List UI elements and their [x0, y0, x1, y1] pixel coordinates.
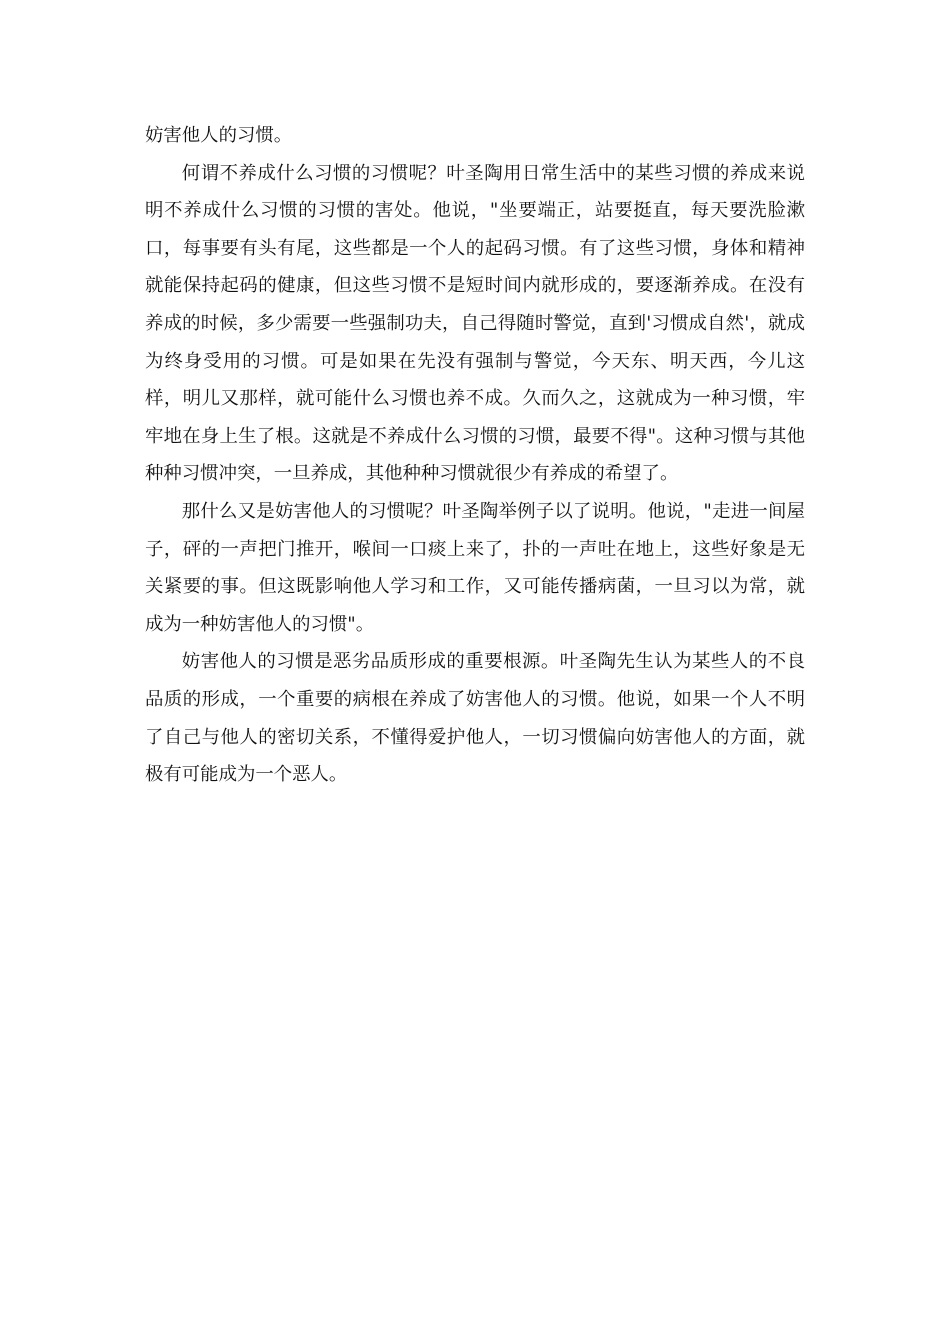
paragraph-harming-others-habit: 那什么又是妨害他人的习惯呢？叶圣陶举例子以了说明。他说，"走进一间屋子，砰的一声把门推开，喉间一口痰上来了，扑的一声吐在地上，这些好象是无关紧要的事。但这既影响他人学习和工作，又可能传播病菌，一旦习以为常，就成为一种妨害他人的习惯"。 — [145, 500, 805, 635]
paragraph-continuation: 妨害他人的习惯。 — [145, 125, 293, 146]
paragraph-root-of-bad-character: 妨害他人的习惯是恶劣品质形成的重要根源。叶圣陶先生认为某些人的不良品质的形成，一个重要的病根在养成了妨害他人的习惯。他说，如果一个人不明了自己与他人的密切关系，不懂得爱护他人，一切习惯偏向妨害他人的方面，就极有可能成为一个恶人。 — [145, 651, 805, 786]
body-text — [145, 117, 805, 794]
paragraph-not-forming-habits: 何谓不养成什么习惯的习惯呢？叶圣陶用日常生活中的某些习惯的养成来说明不养成什么习惯的习惯的害处。他说，"坐要端正，站要挺直，每天要洗脸漱口，每事要有头有尾，这些都是一个人的起码习惯。有了这些习惯，身体和精神就能保持起码的健康，但这些习惯不是短时间内就形成的，要逐渐养成。在没有养成的时候，多少需要一些强制功夫，自己得随时警觉，直到'习惯成自然'，就成为终身受用的习惯。可是如果在先没有强制与警觉，今天东、明天西，今儿这样，明儿又那样，就可能什么习惯也养不成。久而久之，这就成为一种习惯，牢牢地在身上生了根。这就是不养成什么习惯的习惯，最要不得"。这种习惯与其他种种习惯冲突，一旦养成，其他种种习惯就很少有养成的希望了。 — [145, 162, 805, 485]
